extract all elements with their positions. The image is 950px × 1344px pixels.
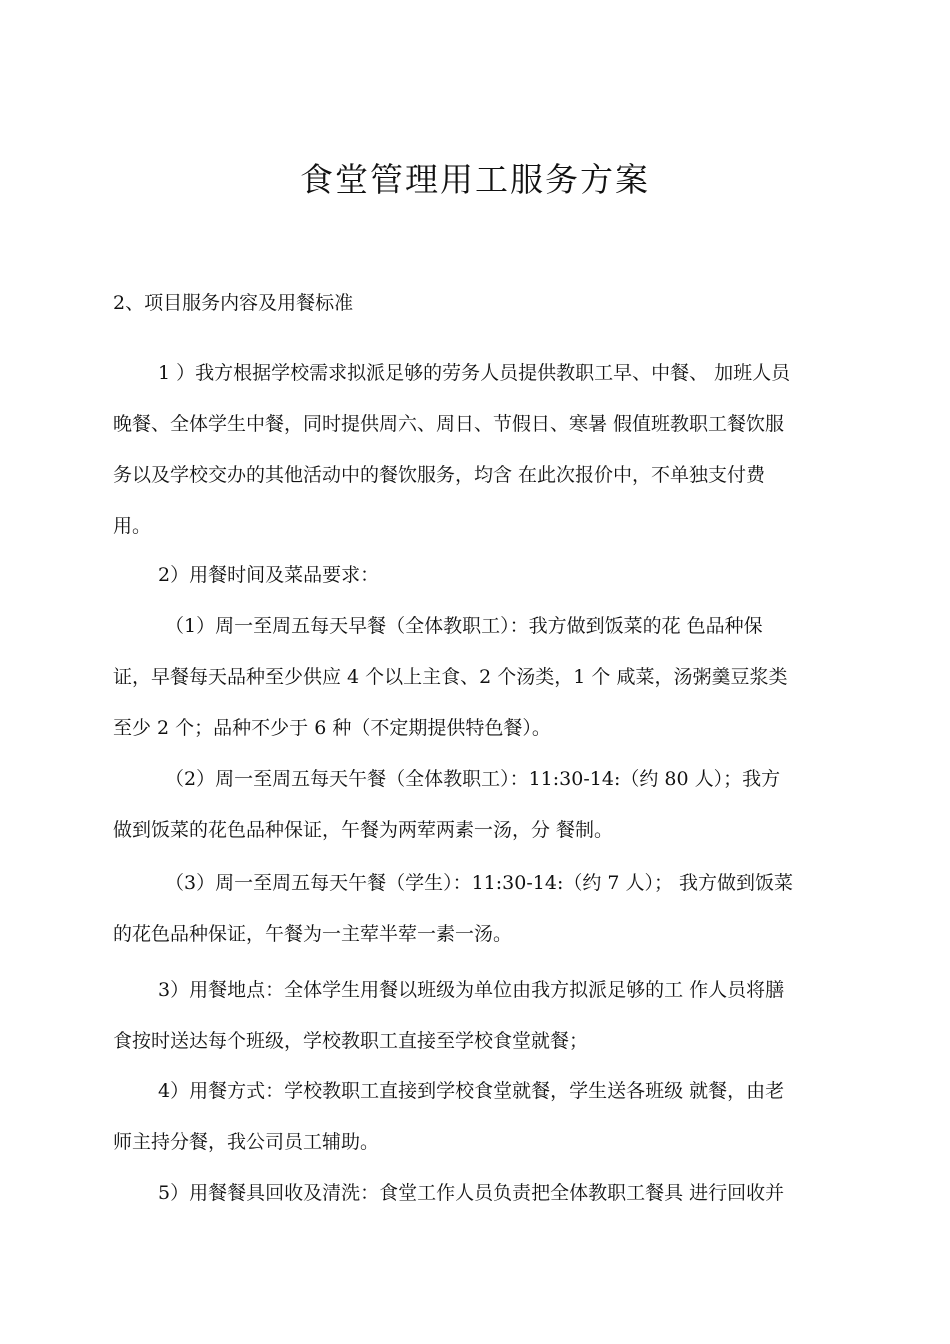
paragraph-line: 用。 <box>113 515 152 537</box>
paragraph-staff-lunch <box>113 754 841 856</box>
paragraph-student-lunch <box>113 858 841 960</box>
paragraph-meal-time-requirements <box>113 550 841 601</box>
paragraph-tableware-recycling <box>113 1168 841 1219</box>
document-title: 食堂管理用工服务方案 <box>300 160 650 199</box>
section-heading: 2、项目服务内容及用餐标准 <box>113 292 354 314</box>
paragraph-line: 1 ）我方根据学校需求拟派足够的劳务人员提供教职工早、中餐、 加班人员 <box>158 362 791 384</box>
paragraph-line: 4）用餐方式：学校教职工直接到学校食堂就餐，学生送各班级 就餐，由老 <box>158 1080 785 1102</box>
paragraph-dining-location <box>113 965 841 1067</box>
paragraph-dining-method <box>113 1066 841 1168</box>
paragraph-line: 食按时送达每个班级，学校教职工直接至学校食堂就餐； <box>113 1030 589 1052</box>
paragraph-service-scope <box>113 348 841 552</box>
paragraph-line: （1）周一至周五每天早餐（全体教职工）：我方做到饭菜的花 色品种保 <box>165 615 763 637</box>
paragraph-breakfast <box>113 601 841 754</box>
paragraph-line: 晚餐、全体学生中餐，同时提供周六、周日、节假日、寒暑 假值班教职工餐饮服 <box>113 413 785 435</box>
paragraph-line: 师主持分餐，我公司员工辅助。 <box>113 1131 380 1153</box>
paragraph-line: 做到饭菜的花色品种保证，午餐为两荤两素一汤，分 餐制。 <box>113 819 614 841</box>
paragraph-line: （3）周一至周五每天午餐（学生）：11:30-14:（约 7 人）； 我方做到饭菜 <box>165 872 794 894</box>
paragraph-line: 的花色品种保证，午餐为一主荤半荤一素一汤。 <box>113 923 513 945</box>
paragraph-line: 证，早餐每天品种至少供应 4 个以上主食、2 个汤类，1 个 咸菜，汤粥羹豆浆类 <box>113 666 788 688</box>
paragraph-line: 至少 2 个；品种不少于 6 种（不定期提供特色餐）。 <box>113 717 551 739</box>
paragraph-line: （2）周一至周五每天午餐（全体教职工）：11:30-14:（约 80 人）；我方 <box>165 768 781 790</box>
paragraph-line: 务以及学校交办的其他活动中的餐饮服务，均含 在此次报价中，不单独支付费 <box>113 464 766 486</box>
paragraph-line: 3）用餐地点：全体学生用餐以班级为单位由我方拟派足够的工 作人员将膳 <box>158 979 785 1001</box>
paragraph-line: 2）用餐时间及菜品要求： <box>158 564 380 586</box>
paragraph-line: 5）用餐餐具回收及清洗：食堂工作人员负责把全体教职工餐具 进行回收并 <box>158 1182 785 1204</box>
